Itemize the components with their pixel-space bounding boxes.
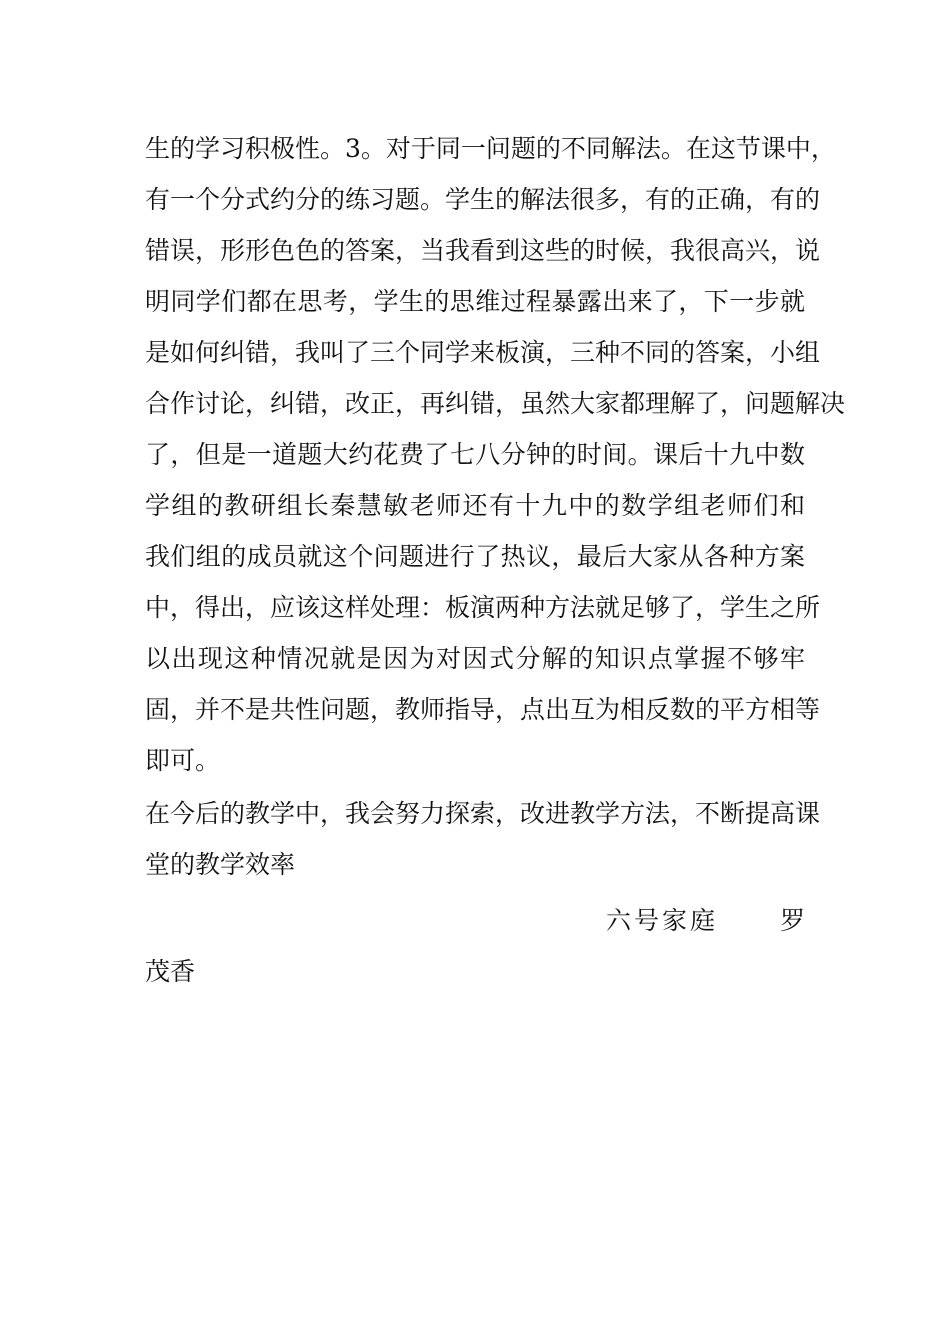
- paragraph-1-line-9: 我们组的成员就这个问题进行了热议，最后大家从各种方案: [145, 542, 805, 571]
- paragraph-1-line-1: 生的学习积极性。3。对于同一问题的不同解法。在这节课中，: [145, 134, 836, 163]
- paragraph-1-line-12: 固，并不是共性问题，教师指导，点出互为相反数的平方相等: [145, 695, 821, 724]
- paragraph-1-line-6: 合作讨论，纠错，改正，再纠错，虽然大家都理解了，问题解决: [145, 389, 846, 418]
- signature-group: 六号家庭: [606, 906, 719, 935]
- paragraph-1-line-13: 即可。: [145, 746, 221, 775]
- paragraph-1-line-7: 了，但是一道题大约花费了七八分钟的时间。课后十九中数: [145, 440, 805, 469]
- paragraph-1-line-5: 是如何纠错，我叫了三个同学来板演，三种不同的答案，小组: [145, 338, 821, 367]
- paragraph-1-line-3: 错误，形形色色的答案，当我看到这些的时候，我很高兴，说: [145, 236, 821, 265]
- signature-name-part-2: 茂香: [145, 957, 196, 986]
- paragraph-1-line-8: 学组的教研组长秦慧敏老师还有十九中的数学组老师们和: [145, 491, 805, 520]
- paragraph-1-line-2: 有一个分式约分的练习题。学生的解法很多，有的正确，有的: [145, 185, 821, 214]
- paragraph-1-line-11: 以出现这种情况就是因为对因式分解的知识点掌握不够牢: [145, 644, 805, 673]
- paragraph-1-line-4: 明同学们都在思考，学生的思维过程暴露出来了，下一步就: [145, 287, 805, 316]
- paragraph-2-line-2: 堂的教学效率: [145, 850, 296, 879]
- signature-name-part-1: 罗: [780, 906, 806, 935]
- paragraph-1-line-10: 中，得出，应该这样处理：板演两种方法就足够了，学生之所: [145, 593, 821, 622]
- paragraph-2-line-1: 在今后的教学中，我会努力探索，改进教学方法，不断提高课: [145, 799, 821, 828]
